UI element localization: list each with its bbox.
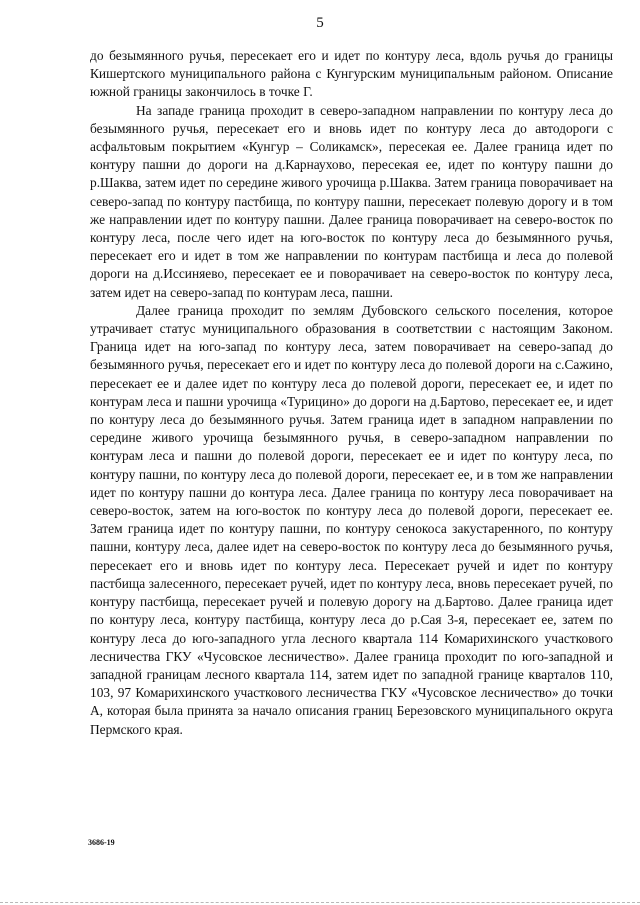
paragraph-south-boundary-end: до безымянного ручья, пересекает его и идет по контуру леса, вдоль ручья до границы Кишертского муниципального района с Кунгурским муниципальным районом. Описание южной границы закончилось в точке Г. (90, 48, 613, 100)
page-bottom-rule (0, 902, 640, 904)
paragraph-dubovskoe-boundary: Далее граница проходит по землям Дубовского сельского поселения, которое утрачивает статус муниципального образования в соответствии с настоящим Законом. Граница идет на юго-запад по контуру леса, затем поворачивает на северо-запад до безымянного ручья, пересекает его и идет по контуру леса до полевой дороги на с.Сажино, пересекает ее и далее идет по контуру леса до полевой дороги, пересекает ее, и идет по контурам леса и пашни урочища «Турицино» до дороги на д.Бартово, пересекает ее, и идет по контуру леса до безымянного ручья. Затем граница идет в западном направлении по середине живого урочища безымянного ручья, в северо-западном направлении по контурам леса и пашни до полевой дороги, пересекает ее и идет по контуру леса, по контуру пашни, по контуру леса до полевой дороги, пересекает ее, и в том же направлении идет по контуру пашни до контура леса. Далее граница по контуру леса поворачивает на северо-восток, затем на юго-восток по контуру леса до полевой дороги, пересекает ее. Затем граница идет по контуру пашни, по контуру сенокоса закустаренного, по контуру пашни, контуру леса, далее идет на северо-восток по контуру леса до безымянного ручья, пересекает его и вновь идет по контуру леса. Пересекает ручей и идет по контуру пастбища залесенного, пересекает ручей, идет по контуру леса, вновь пересекает ручей, по контуру пастбища, пересекает ручей и полевую дорогу на д.Бартово. Далее граница идет по контуру леса, контуру пастбища, контуру леса до р.Сая 3-я, пересекает ее, затем по контуру леса до юго-западного угла лесного квартала 114 Комарихинского участкового лесничества ГКУ «Чусовское лесничество». Далее граница проходит по юго-западной и западной границам лесного квартала 114, затем идет по западной границе кварталов 110, 103, 97 Комарихинского участкового лесничества ГКУ «Чусовское лесничество» до точки А, которая была принята за начало описания границ Березовского муниципального округа Пермского края. (90, 302, 613, 737)
document-body (90, 47, 613, 739)
page-number: 5 (316, 15, 324, 31)
paragraph-west-boundary: На западе граница проходит в северо-западном направлении по контуру леса до безымянного ручья, пересекает его и вновь идет по контуру леса до автодороги с асфальтовым покрытием «Кунгур – Соликамск», пересекая ее. Далее граница идет по контуру пашни до дороги на д.Карнаухово, пересекая ее, идет по контуру пашни до р.Шаква, затем идет по середине живого урочища р.Шаква. Затем граница поворачивает на северо-запад по контуру пастбища, по контуру пашни, пересекает полевую дорогу и в том же направлении идет по контуру пашни. Далее граница поворачивает на северо-восток по контуру леса, после чего идет на юго-восток по контуру леса до безымянного ручья, пересекает его и идет в том же направлении по контурам пастбища и леса до полевой дороги на д.Иссиняево, пересекает ее и поворачивает на северо-восток по контуру леса, затем идет на северо-запад по контурам леса, пашни. (90, 102, 613, 300)
document-code: 3686-19 (88, 838, 115, 847)
